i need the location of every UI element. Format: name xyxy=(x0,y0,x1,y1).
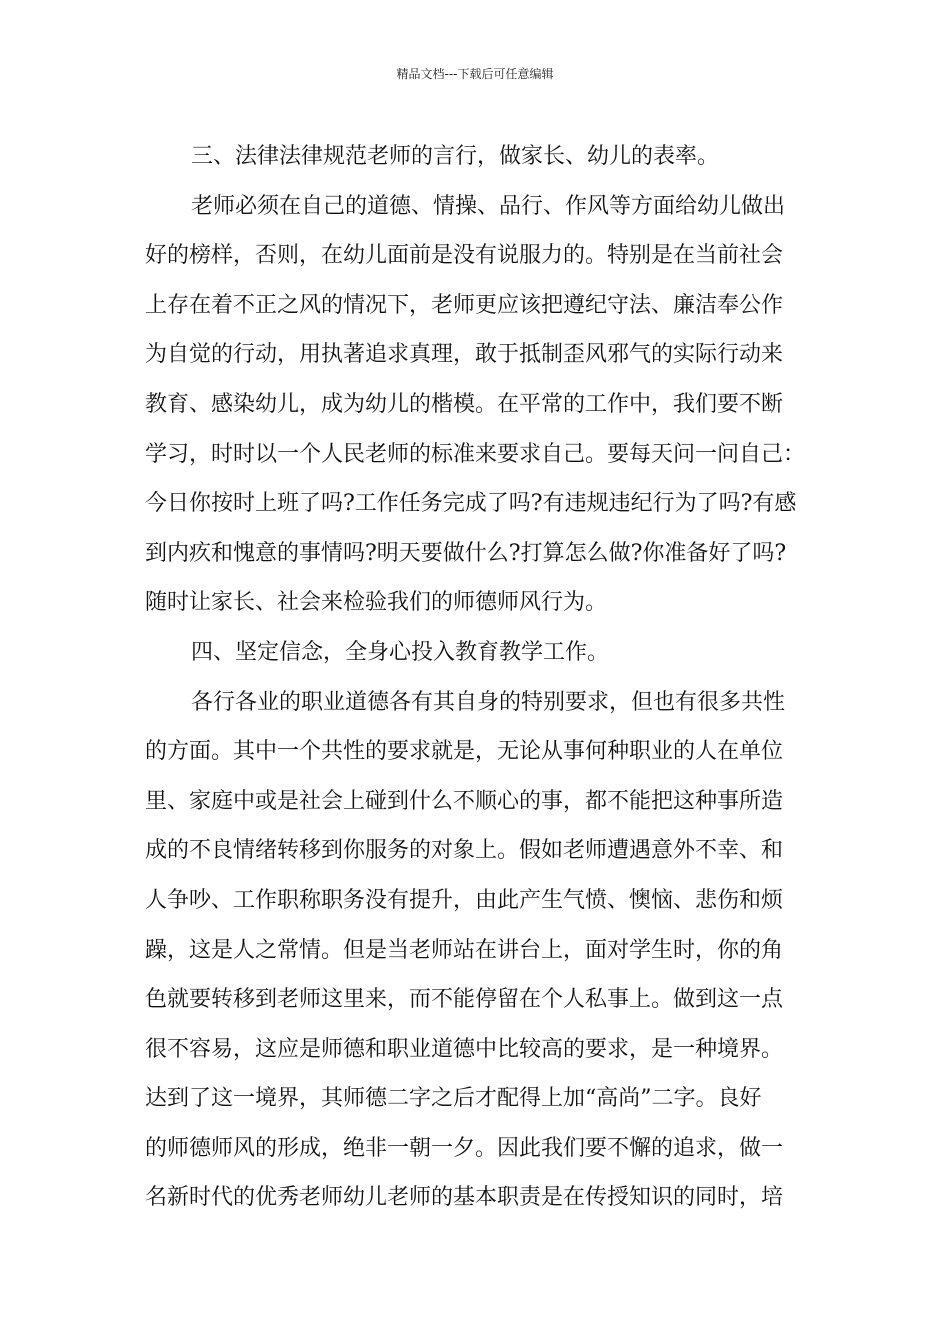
text-line: 很不容易，这应是师德和职业道德中比较高的要求，是一种境界。 xyxy=(145,1036,784,1062)
text-line: 到内疚和愧意的事情吗?明天要做什么?打算怎么做?你准备好了吗? xyxy=(145,540,787,566)
text-line: 的方面。其中一个共性的要求就是，无论从事何种职业的人在单位 xyxy=(145,739,784,765)
text-line: 教育、感染幼儿，成为幼儿的楷模。在平常的工作中，我们要不断 xyxy=(145,391,784,417)
text-line: 成的不良情绪转移到你服务的对象上。假如老师遭遇意外不幸、和 xyxy=(145,838,784,864)
document-body xyxy=(145,132,809,1223)
text-line: 四、坚定信念，全身心投入教育教学工作。 xyxy=(191,639,610,665)
text-line: 学习，时时以一个人民老师的标准来要求自己。要每天问一问自己： xyxy=(145,441,806,467)
text-line: 今日你按时上班了吗?工作任务完成了吗?有违规违纪行为了吗?有感 xyxy=(145,491,797,517)
text-line: 老师必须在自己的道德、情操、品行、作风等方面给幼儿做出 xyxy=(191,193,786,219)
text-line: 色就要转移到老师这里来，而不能停留在个人私事上。做到这一点 xyxy=(145,987,784,1013)
text-line: 躁，这是人之常情。但是当老师站在讲台上，面对学生时，你的角 xyxy=(145,937,784,963)
text-line: 达到了这一境界，其师德二字之后才配得上加“高尚”二字。良好 xyxy=(145,1086,762,1112)
text-line: 上存在着不正之风的情况下，老师更应该把遵纪守法、廉洁奉公作 xyxy=(145,292,784,318)
text-line: 为自觉的行动，用执著追求真理，敢于抵制歪风邪气的实际行动来 xyxy=(145,342,784,368)
text-line: 人争吵、工作职称职务没有提升，由此产生气愤、懊恼、悲伤和烦 xyxy=(145,887,784,913)
text-line: 好的榜样，否则，在幼儿面前是没有说服力的。特别是在当前社会 xyxy=(145,243,784,269)
text-line: 三、法律法律规范老师的言行，做家长、幼儿的表率。 xyxy=(191,144,720,169)
text-line: 里、家庭中或是社会上碰到什么不顺心的事，都不能把这种事所造 xyxy=(145,788,784,814)
text-line: 名新时代的优秀老师幼儿老师的基本职责是在传授知识的同时，培 xyxy=(145,1185,784,1211)
page-header: 精品文档---下载后可任意编辑 xyxy=(396,67,554,81)
text-line: 随时让家长、社会来检验我们的师德师风行为。 xyxy=(145,590,608,616)
text-line: 的师德师风的形成，绝非一朝一夕。因此我们要不懈的追求，做一 xyxy=(145,1135,784,1161)
text-line: 各行各业的职业道德各有其自身的特别要求，但也有很多共性 xyxy=(191,689,786,715)
